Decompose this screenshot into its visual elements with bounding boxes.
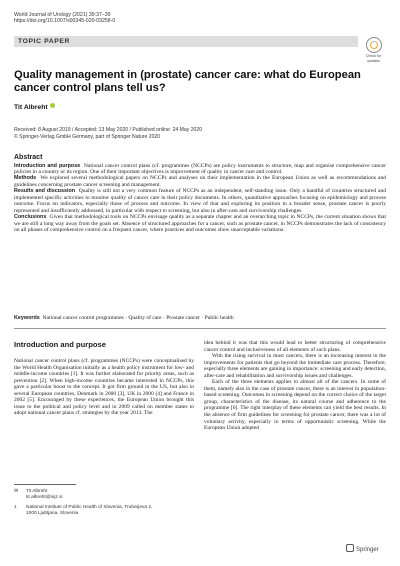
affiliation-marker: 1 (14, 504, 17, 510)
section-text: National cancer control plans (cf. programmes (NCCPs) are policy instruments to structure, map and organise comprehensive cancer policies in a country or its region. One of their important objectives is improvement of quality in cancer care and control. (14, 162, 386, 175)
affiliation-line: 1000 Ljubljana, Slovenia (26, 510, 79, 516)
abstract-conclusions (14, 214, 386, 233)
journal-header (14, 12, 115, 25)
right-column (204, 340, 386, 432)
section-label: Results and discussion (14, 188, 76, 195)
doi-link[interactable]: https://doi.org/10.1007/s00345-020-03258-0 (14, 18, 116, 25)
envelope-icon: ✉ (14, 489, 19, 494)
author-footnote (14, 489, 194, 501)
springer-horse-icon (346, 544, 354, 552)
orcid-icon[interactable] (50, 103, 55, 108)
body-paragraph: idea behind it was that this would lead to better structuring of comprehensive cancer control and inclusiveness of all elements of such plans. (204, 340, 386, 353)
keywords-text: National cancer control programmes · Quality of care · Prostate cancer · Public health (42, 315, 234, 321)
body-paragraph: With the rising survival in most cancers, there is an increasing interest in the improvements for patients that go beyond the immediate care process. Therefore, especially three elements are gaining in importance: screening and early detection, after-care and rehabilitation and survivorship issues and challenges. (204, 353, 386, 379)
footnote-email[interactable]: tit.albreht@nijz.si (26, 495, 63, 500)
section-text: We explored several methodological papers on NCCPs and analyses on their implementation in the European Union as well as recommendations and guidelines concerning prostate cancer screening and management. (14, 175, 386, 188)
section-label: Conclusions (14, 214, 47, 221)
body-paragraph: National cancer control plans (cf. programmes (NCCPs) were conceptualised by the World Health Organisation initially as a health policy instrument for low- and middle-income countries [1]. It was further elaborated for priority areas, such as prevention [2]. When high-income countries became interested in NCCPs, this gave a particular boost to the concept. It got firm ground in the US, but also in several European countries, Denmark in 2000 [3], UK in 2000 [4] and France in 2002 [5]. Encouraged by these experiences, the European Union brought this issue to the political and policy level and in 2009 called on member states to adopt national cancer plans cf. strategies by the year 2013. The (14, 358, 194, 417)
section-label: Introduction and purpose (14, 162, 81, 169)
abstract-results (14, 188, 386, 214)
intro-heading: Introduction and purpose (14, 340, 106, 349)
footnotes (14, 489, 194, 520)
publication-dates (14, 127, 202, 140)
abstract-heading: Abstract (14, 154, 43, 161)
publisher-name: Springer (356, 547, 379, 553)
dates-line: Received: 8 August 2019 / Accepted: 13 May 2020 / Published online: 24 May 2020 (14, 127, 203, 133)
journal-citation: World Journal of Urology (2021) 39:37–39 (14, 12, 111, 18)
affiliation-footnote (14, 505, 194, 517)
section-text: Given that methodological tools on NCCPs envisage quality as a separate chapter and an overarching topic in NCCPs, the current situation shows that we are still a long way away from the goals set. Absence of structured approaches for a cancer, such as prostate cancer, in NCCPs demonstrates the lack of consistency on all phases of comprehensive control on a frequent cancer, where practices and outcomes show unacceptable variations. (14, 214, 386, 234)
publisher-logo (346, 544, 379, 553)
updates-line-2: updates (367, 59, 380, 63)
footnote-divider (14, 484, 76, 485)
author-line (14, 103, 55, 111)
abstract-methods (14, 175, 386, 188)
topic-banner (14, 36, 358, 47)
footnote-author-name: Tit Albreht (26, 489, 48, 494)
section-text: Quality is still not a very common feature of NCCPs as an independent, self-standing issue. Only a handful of countries structured and implemented specific activities to monitor quality of cancer care in their policy documents. In others, quantitative approaches focusing on epidemiology and process outcome. Focus on indicators, especially those of process and outcome. In view of that and exploring its position in a broader sense, prostate cancer is poorly represented and insufficiently addressed, in particular with respect to screening, but also in after-care and survivorship challenges. (14, 188, 386, 214)
body-paragraph: Each of the three elements applies to almost all of the cancers. In some of them, namely also in the case of prostate cancer, there is an interest in population-based screening. Outcomes in screening depend on the correct choice of the target group, characteristics of the disease, its natural course and adherence to the programme [6]. The right interplay of these elements can yield the best results. In the absence of firm guidelines for screening for prostate cancer, there was a lot of voluntary activity, especially in terms of opportunistic screening. While the European Union adopted (204, 379, 386, 432)
copyright-line: © Springer-Verlag GmbH Germany, part of Springer Nature 2020 (14, 133, 161, 140)
abstract (14, 154, 386, 233)
section-label: Methods (14, 175, 37, 182)
topic-label: TOPIC PAPER (18, 37, 71, 45)
keywords (14, 315, 386, 321)
section-divider (14, 328, 386, 329)
author-name[interactable]: Tit Albreht (14, 104, 48, 111)
crossmark-icon (366, 37, 382, 53)
abstract-introduction (14, 163, 386, 176)
updates-line-1: Check for (365, 54, 382, 58)
affiliation-line: National Institute of Public Health of Slovenia, Trubarjeva 2, (26, 504, 153, 510)
left-column (14, 340, 194, 417)
check-for-updates-badge[interactable] (361, 37, 386, 62)
paper-title: Quality management in (prostate) cancer care: what do European cancer control plans tell us? (14, 69, 361, 95)
keywords-label: Keywords (14, 315, 40, 321)
